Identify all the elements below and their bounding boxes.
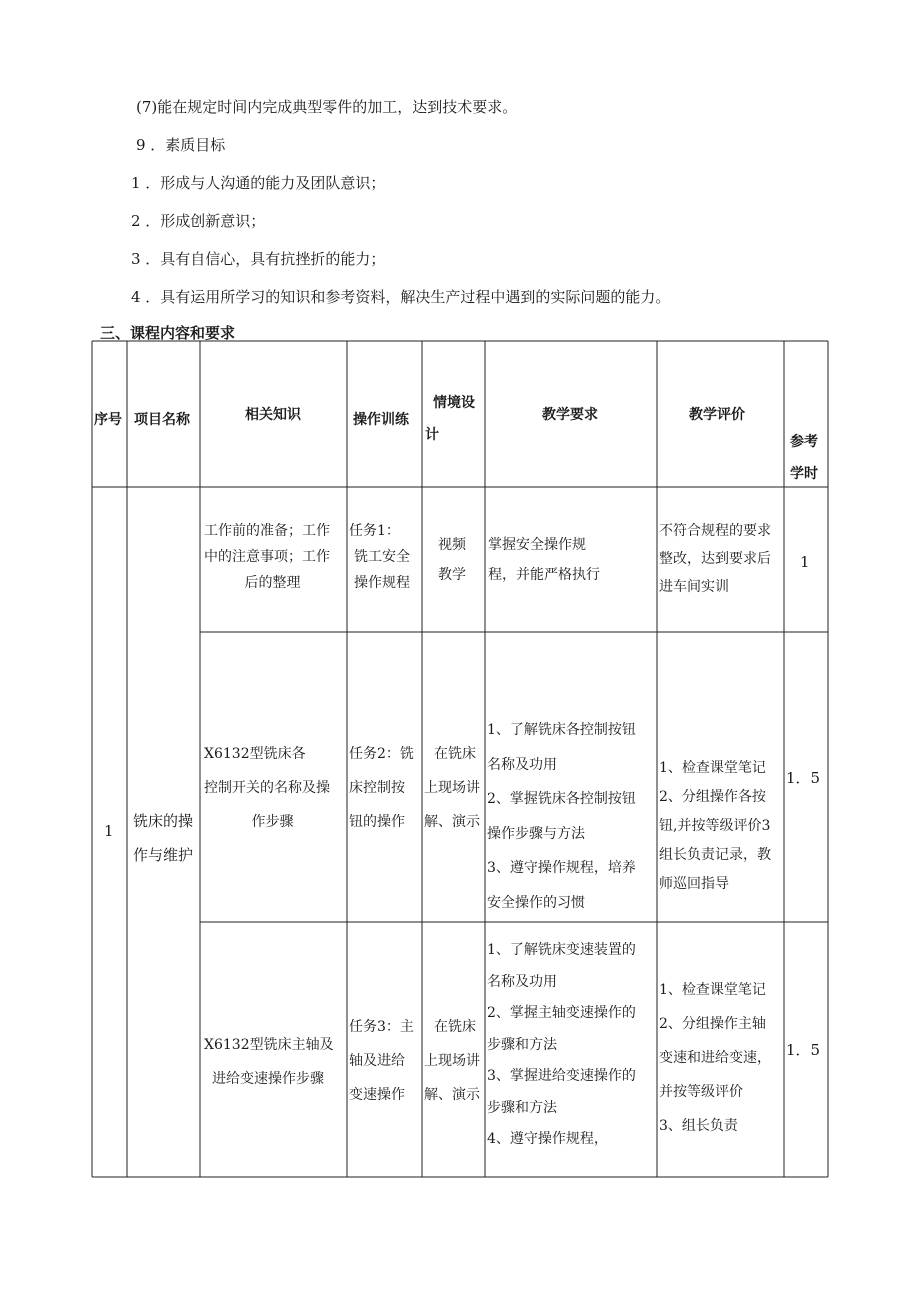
header-hours: 参考 学时: [790, 434, 818, 482]
evaluation-cell: 1、检查课堂笔记 2、分组操作主轴 变速和进给变速， 并按等级评价 3、组长负责: [659, 982, 771, 1134]
row-index: 1: [104, 822, 114, 840]
evaluation-cell: 1、检查课堂笔记 2、分组操作各按 钮,并按等级评价3 组长负责记录，教 师巡回指导: [659, 760, 771, 892]
hours-cell: 1: [800, 553, 810, 571]
training-cell: 任务1： 铣工安全 操作规程: [349, 523, 410, 591]
scenario-cell: 在铣床 上现场讲 解、演示: [424, 1019, 480, 1103]
quality-goal-3: 3 ．具有自信心，具有抗挫折的能力；: [131, 250, 386, 268]
header-requirements: 教学要求: [542, 407, 598, 423]
knowledge-cell: 工作前的准备；工作 中的注意事项；工作 后的整理: [204, 523, 330, 591]
scenario-cell: 在铣床 上现场讲 解、演示: [424, 746, 480, 830]
knowledge-cell: X6132型铣床各 控制开关的名称及操 作步骤: [204, 746, 330, 830]
requirements-cell: 1、了解铣床变速装置的 名称及功用 2、掌握主轴变速操作的 步骤和方法 3、掌握进给变速操作的 步骤和方法 4、遵守操作规程，: [487, 942, 636, 1147]
header-project: 项目名称: [134, 412, 190, 428]
quality-goal-1: 1 ．形成与人沟通的能力及团队意识；: [131, 174, 386, 192]
evaluation-cell: 不符合规程的要求 整改，达到要求后 进车间实训: [659, 523, 771, 595]
training-cell: 任务3：主 轴及进给 变速操作: [349, 1019, 414, 1103]
knowledge-cell: X6132型铣床主轴及 进给变速操作步骤: [204, 1037, 334, 1087]
quality-goal-4: 4 ．具有运用所学习的知识和参考资料，解决生产过程中遇到的实际问题的能力。: [131, 288, 671, 306]
requirements-cell: 掌握安全操作规 程，并能严格执行: [488, 537, 600, 583]
hours-cell: 1．5: [786, 769, 821, 787]
section-heading: 三、课程内容和要求: [100, 324, 236, 342]
goal-item-7: (7)能在规定时间内完成典型零件的加工，达到技术要求。: [136, 98, 518, 116]
header-index: 序号: [94, 412, 122, 428]
training-cell: 任务2：铣 床控制按 钮的操作: [349, 746, 414, 830]
header-evaluation: 教学评价: [689, 407, 745, 423]
scenario-cell: 视频 教学: [438, 537, 466, 583]
project-name: 铣床的操 作与维护: [133, 812, 194, 864]
header-training: 操作训练: [353, 412, 409, 428]
hours-cell: 1．5: [786, 1041, 821, 1059]
header-knowledge: 相关知识: [245, 407, 301, 423]
requirements-cell: 1、了解铣床各控制按钮 名称及功用 2、掌握铣床各控制按钮 操作步骤与方法 3、遵守操作规程，培养 安全操作的习惯: [487, 722, 636, 911]
quality-goals-title: 9 ．素质目标: [136, 136, 226, 154]
header-scenario: 情境设 计: [425, 395, 475, 443]
quality-goal-2: 2 ．形成创新意识；: [131, 212, 266, 230]
